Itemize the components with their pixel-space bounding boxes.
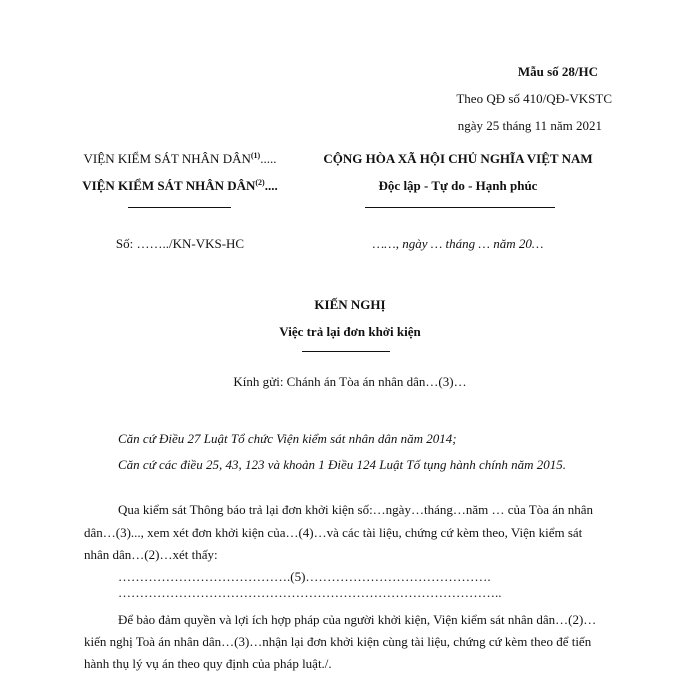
document-subtitle: Việc trả lại đơn khởi kiện: [279, 324, 421, 339]
national-name: CỘNG HÒA XÃ HỘI CHỦ NGHĨA VIỆT NAM: [323, 151, 593, 166]
form-code: Mẫu số 28/HC: [517, 64, 598, 79]
place-date: ……, ngày … tháng … năm 20…: [372, 236, 544, 251]
legal-basis-1: Căn cứ Điều 27 Luật Tổ chức Viện kiểm sát nhân dân năm 2014;: [118, 431, 457, 446]
findings-placeholder-1: ………………………………….(5)…………………………………….: [118, 569, 491, 584]
para2-line3: hành thụ lý vụ án theo quy định của pháp luật./.: [84, 656, 332, 671]
para2-line1: Để bảo đảm quyền và lợi ích hợp pháp của người khởi kiện, Viện kiểm sát nhân dân…(2)…: [118, 612, 597, 627]
para2-line2: kiến nghị Toà án nhân dân…(3)…nhận lại đơn khởi kiện cùng tài liệu, chứng cứ kèm theo để tiến: [84, 634, 592, 649]
legal-basis-2: Căn cứ các điều 25, 43, 123 và khoản 1 Điều 124 Luật Tố tụng hành chính năm 2015.: [118, 457, 566, 472]
document-number: Số: ……../KN-VKS-HC: [115, 236, 245, 251]
document-title: KIẾN NGHỊ: [314, 297, 386, 312]
para1-line2: dân…(3)..., xem xét đơn khởi kiện của…(4)…và các tài liệu, chứng cứ kèm theo, Viện kiểm sát: [84, 525, 583, 540]
issuer-line1: VIỆN KIỂM SÁT NHÂN DÂN$^{(1)}$.....: [83, 151, 277, 166]
form-decision: Theo QĐ số 410/QĐ-VKSTC: [456, 91, 612, 106]
national-motto: Độc lập - Tự do - Hạnh phúc: [378, 178, 538, 193]
issuer-line2: VIỆN KIỂM SÁT NHÂN DÂN$^{(2)}$....: [82, 178, 278, 193]
para1-line1: Qua kiểm sát Thông báo trả lại đơn khởi kiện số:…ngày…tháng…năm … của Tòa án nhân: [118, 502, 594, 517]
para1-line3: nhân dân…(2)…xét thấy:: [84, 547, 218, 562]
issuer-underline: [128, 207, 231, 208]
form-date: ngày 25 tháng 11 năm 2021: [457, 118, 602, 133]
findings-placeholder-2: ……………………………………………………………………………..: [118, 585, 502, 600]
title-underline: [302, 351, 390, 352]
motto-underline: [365, 207, 555, 208]
recipient: Kính gửi: Chánh án Tòa án nhân dân…(3)…: [233, 374, 467, 389]
